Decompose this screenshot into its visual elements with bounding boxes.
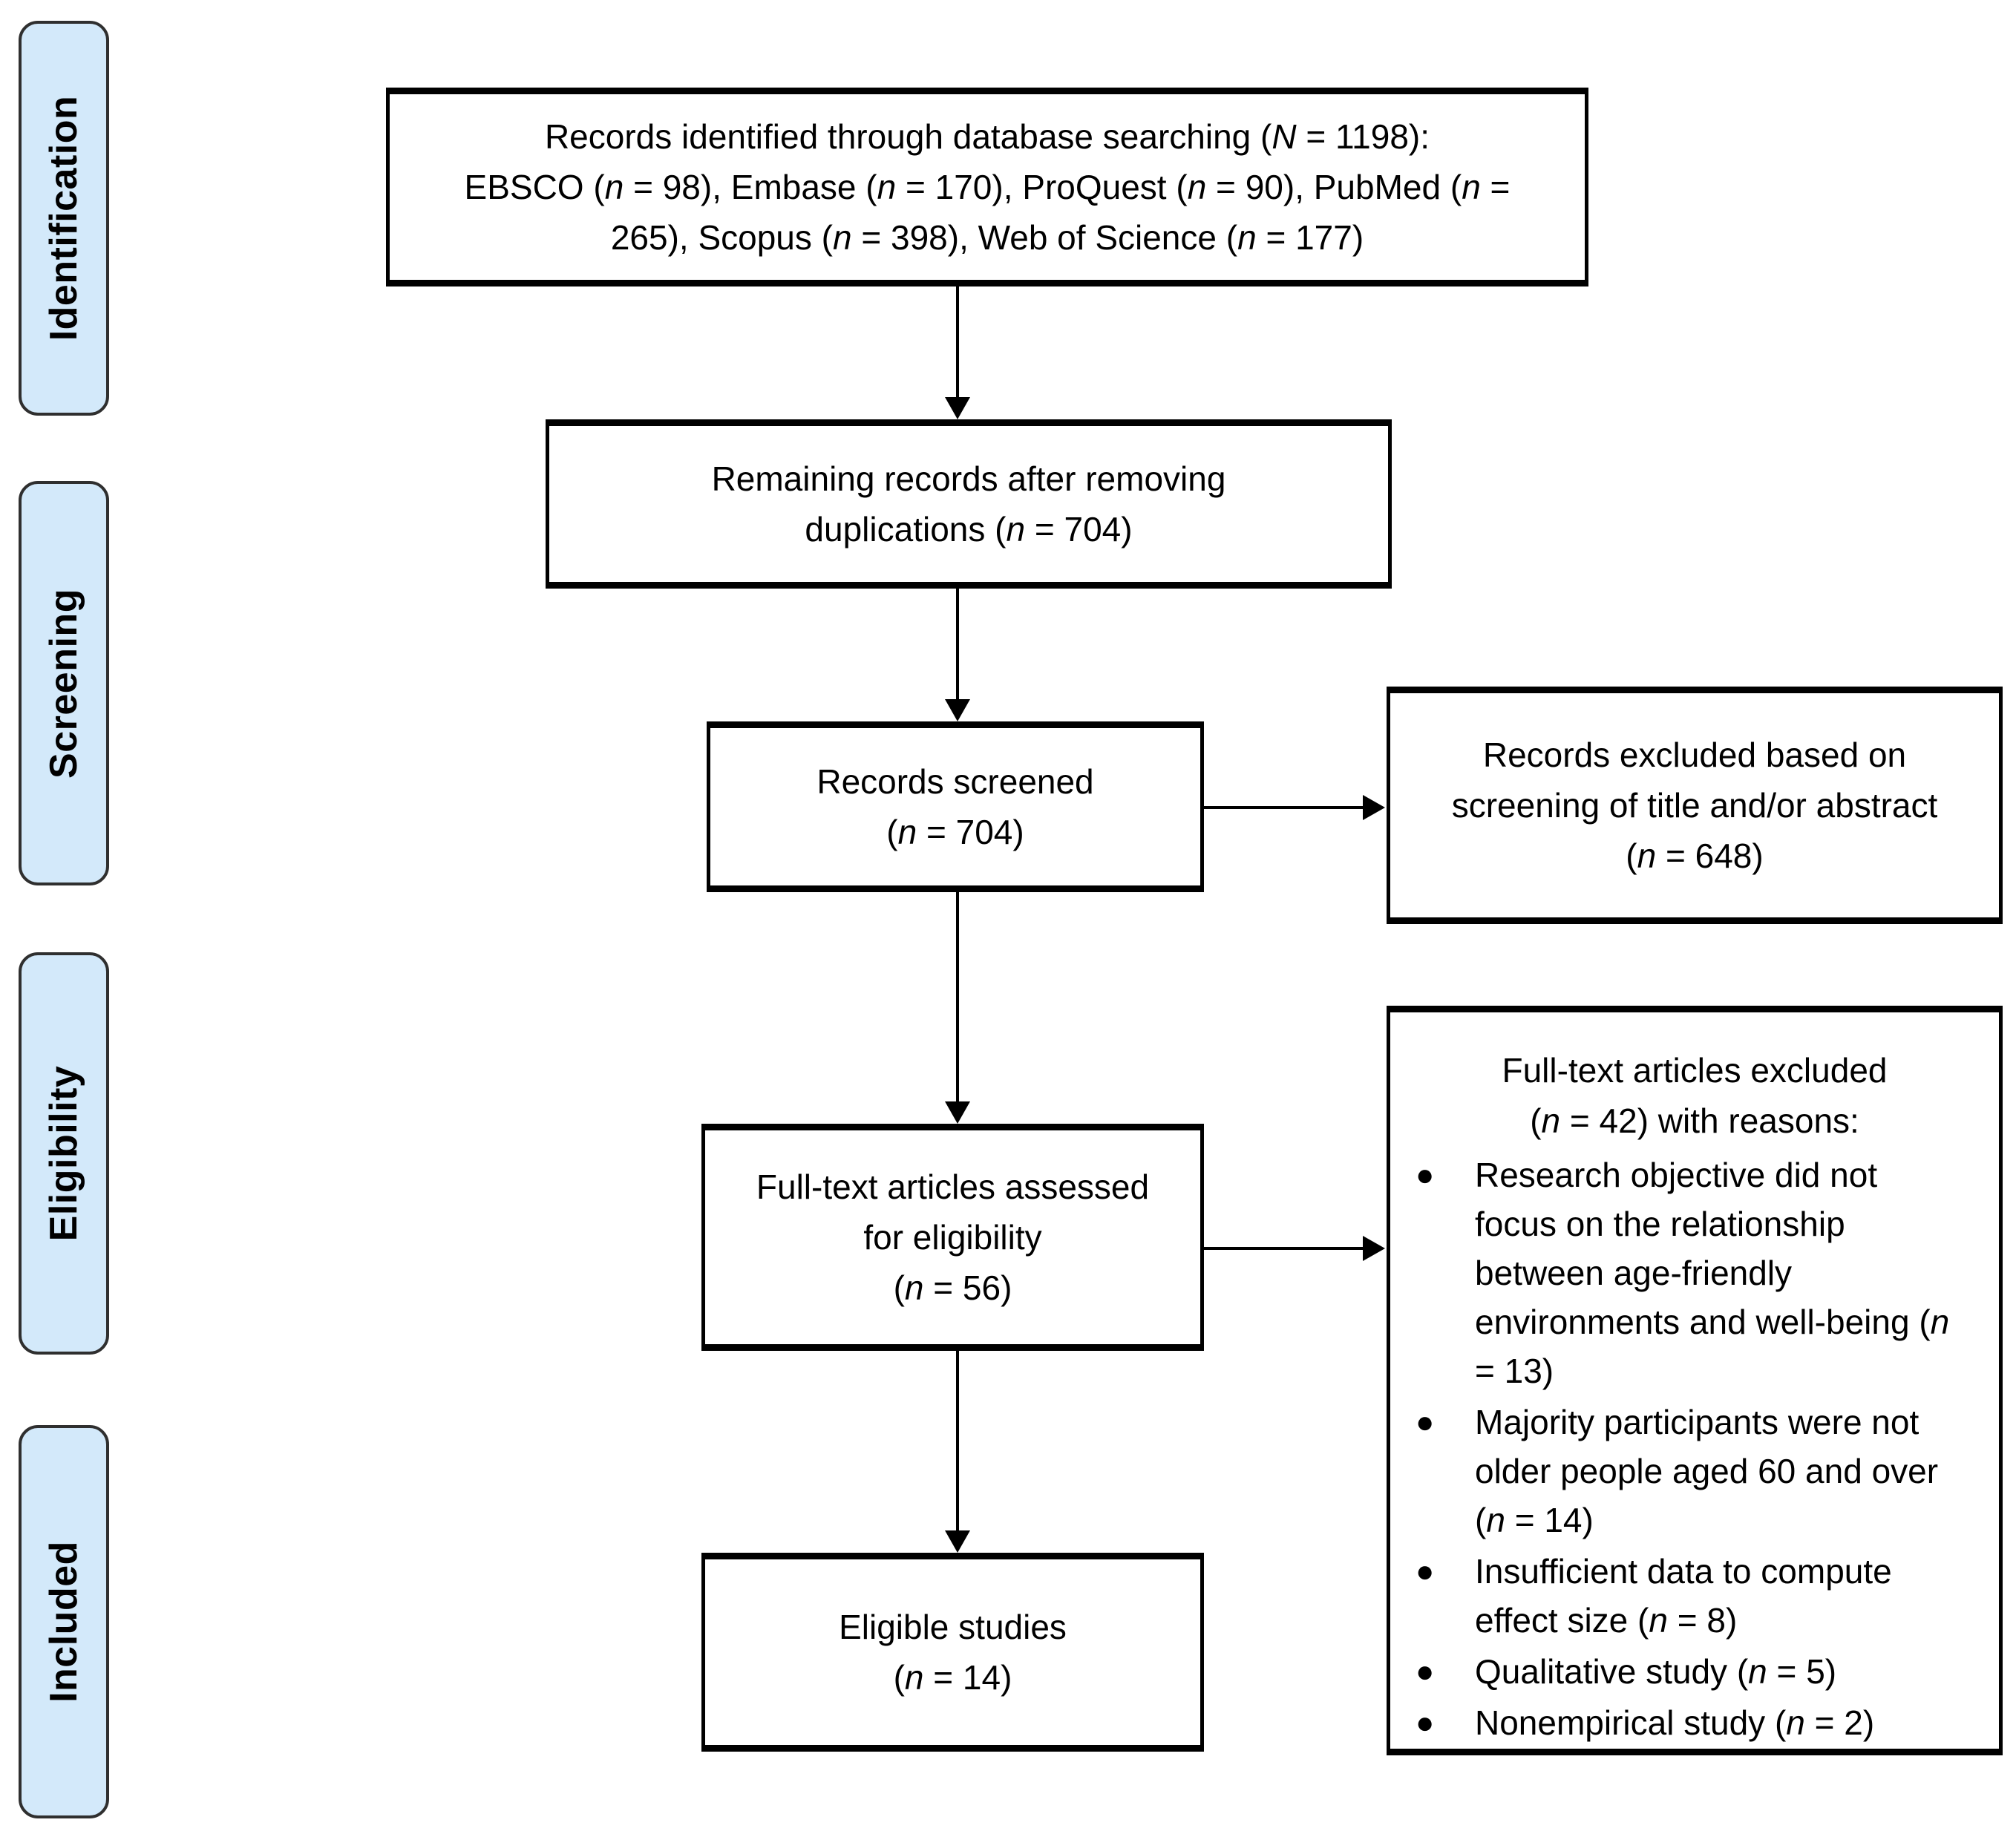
bullet-icon: ● [1416, 1157, 1435, 1192]
text-line: Records screened [816, 762, 1094, 801]
arrow-screened-to-assessed-icon [956, 892, 959, 1101]
reason-item [1416, 1547, 1959, 1645]
stage-identification-label: Identification [42, 95, 85, 341]
text-line: EBSCO (n = 98), Embase (n = 170), ProQuest (n = 90), PubMed (n = [464, 168, 1511, 206]
text-line: (n = 56) [893, 1268, 1012, 1307]
bullet-icon: ● [1416, 1404, 1435, 1439]
reason-text: Qualitative study (n = 5) [1475, 1652, 1837, 1691]
box-duplicates-removed [546, 419, 1392, 589]
reason-item [1416, 1150, 1959, 1395]
box-fulltext-excluded [1387, 1006, 2003, 1755]
stage-included [19, 1425, 109, 1818]
stage-eligibility [19, 952, 109, 1355]
bullet-icon: ● [1416, 1553, 1435, 1588]
bullet-icon: ● [1416, 1705, 1435, 1740]
box-records-screened [707, 721, 1204, 892]
text-line: Eligible studies [839, 1608, 1067, 1646]
reason-item [1416, 1647, 1959, 1696]
text-line: for eligibility [863, 1218, 1042, 1257]
text-line: Records excluded based on [1482, 736, 1907, 774]
arrow-deduplicated-to-screened-icon [956, 589, 959, 699]
fulltext-excluded-title [1390, 1045, 1999, 1146]
fulltext-excluded-reasons [1390, 1150, 1999, 1749]
text-line: duplications (n = 704) [805, 510, 1133, 549]
text-line: (n = 42) with reasons: [1530, 1101, 1859, 1140]
arrow-assessed-to-eligible-icon [956, 1351, 959, 1530]
text-line: Full-text articles assessed [756, 1168, 1150, 1206]
reason-text: Nonempirical study (n = 2) [1475, 1703, 1875, 1742]
box-records-identified [386, 88, 1588, 286]
arrow-assessed-to-excluded-icon [1204, 1247, 1363, 1250]
box-fulltext-assessed [701, 1124, 1204, 1351]
arrow-screened-to-excluded-icon [1204, 806, 1363, 809]
reason-text: Majority participants were not older people aged 60 and over (n = 14) [1475, 1403, 1939, 1539]
reason-item [1416, 1398, 1959, 1545]
stage-identification [19, 21, 109, 416]
text-line: (n = 704) [886, 813, 1024, 851]
box-records-excluded [1387, 687, 2003, 924]
bullet-icon: ● [1416, 1654, 1435, 1689]
text-line: (n = 14) [893, 1658, 1012, 1697]
text-line: (n = 648) [1626, 836, 1764, 875]
stage-screening-label: Screening [42, 588, 85, 779]
reason-item [1416, 1698, 1959, 1747]
box-eligible-studies [701, 1553, 1204, 1752]
stage-eligibility-label: Eligibility [42, 1065, 85, 1242]
stage-included-label: Included [42, 1541, 85, 1703]
text-line: 265), Scopus (n = 398), Web of Science (n = 177) [610, 218, 1364, 257]
text-line: Remaining records after removing [711, 459, 1226, 498]
stage-screening [19, 481, 109, 885]
text-line: Records identified through database searching (N = 1198): [544, 117, 1430, 156]
reason-text: Research objective did not focus on the relationship between age-friendly environments and well-being (n = 13) [1475, 1156, 1950, 1390]
reason-text: Insufficient data to compute effect size (n = 8) [1475, 1552, 1892, 1640]
arrow-identified-to-deduplicated-icon [956, 286, 959, 397]
text-line: Full-text articles excluded [1502, 1051, 1888, 1090]
text-line: screening of title and/or abstract [1451, 786, 1938, 825]
